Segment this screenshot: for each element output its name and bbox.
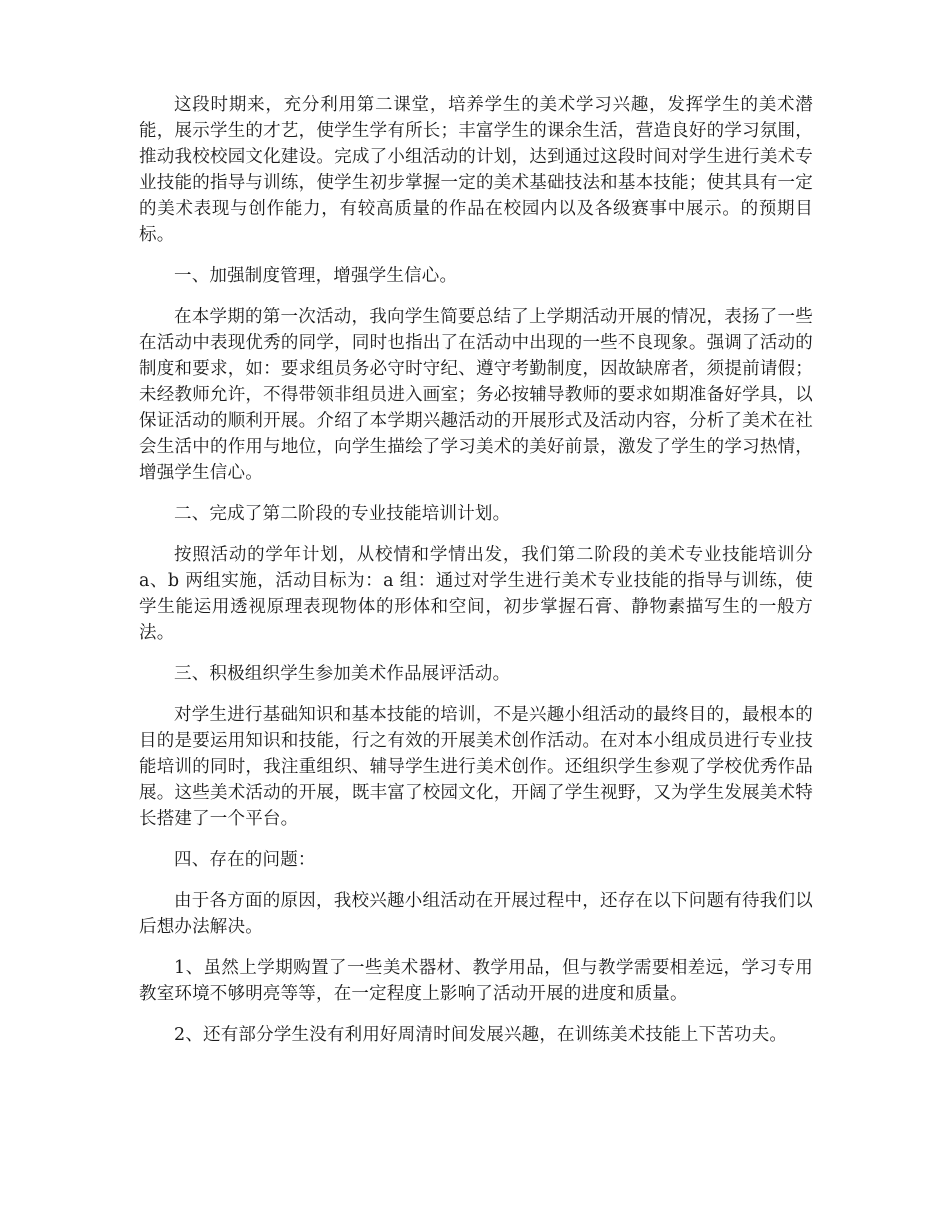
- intro-paragraph: 这段时期来，充分利用第二课堂，培养学生的美术学习兴趣，发挥学生的美术潜能，展示学生的才艺，使学生学有所长；丰富学生的课余生活，营造良好的学习氛围，推动我校校园文化建设。完成了小组活动的计划，达到通过这段时间对学生进行美术专业技能的指导与训练，使学生初步掌握一定的美术基础技法和基本技能；使其具有一定的美术表现与创作能力，有较高质量的作品在校园内以及各级赛事中展示。的预期目标。: [139, 95, 813, 245]
- section-heading-1: 一、加强制度管理，增强学生信心。: [174, 266, 458, 286]
- problem-item-2: 2、还有部分学生没有利用好周清时间发展兴趣，在训练美术技能上下苦功夫。: [174, 1025, 788, 1045]
- section-heading-4: 四、存在的问题：: [174, 850, 316, 870]
- section-4-paragraph: 由于各方面的原因，我校兴趣小组活动在开展过程中，还存在以下问题有待我们以后想办法解决。: [139, 891, 813, 937]
- section-heading-2: 二、完成了第二阶段的专业技能培训计划。: [174, 504, 511, 524]
- problem-item-1: 1、虽然上学期购置了一些美术器材、教学用品，但与教学需要相差远，学习专用教室环境不够明亮等等，在一定程度上影响了活动开展的进度和质量。: [139, 958, 813, 1004]
- section-2-paragraph: 按照活动的学年计划，从校情和学情出发，我们第二阶段的美术专业技能培训分 a、b 两组实施，活动目标为：a 组：通过对学生进行美术专业技能的指导与训练，使学生能运用透视原理表现物体的形体和空间，初步掌握石膏、静物素描写生的一般方法。: [139, 545, 813, 643]
- section-heading-3: 三、积极组织学生参加美术作品展评活动。: [174, 664, 511, 684]
- document-body: [139, 92, 813, 1063]
- section-3-paragraph: 对学生进行基础知识和基本技能的培训，不是兴趣小组活动的最终目的，最根本的目的是要运用知识和技能，行之有效的开展美术创作活动。在对本小组成员进行专业技能培训的同时，我注重组织、辅导学生进行美术创作。还组织学生参观了学校优秀作品展。这些美术活动的开展，既丰富了校园文化，开阔了学生视野，又为学生发展美术特长搭建了一个平台。: [139, 705, 813, 829]
- section-1-paragraph: 在本学期的第一次活动，我向学生简要总结了上学期活动开展的情况，表扬了一些在活动中表现优秀的同学，同时也指出了在活动中出现的一些不良现象。强调了活动的制度和要求，如：要求组员务必守时守纪、遵守考勤制度，因故缺席者，须提前请假；未经教师允许，不得带领非组员进入画室；务必按辅导教师的要求如期准备好学具，以保证活动的顺利开展。介绍了本学期兴趣活动的开展形式及活动内容，分析了美术在社会生活中的作用与地位，向学生描绘了学习美术的美好前景，激发了学生的学习热情，增强学生信心。: [139, 307, 813, 483]
